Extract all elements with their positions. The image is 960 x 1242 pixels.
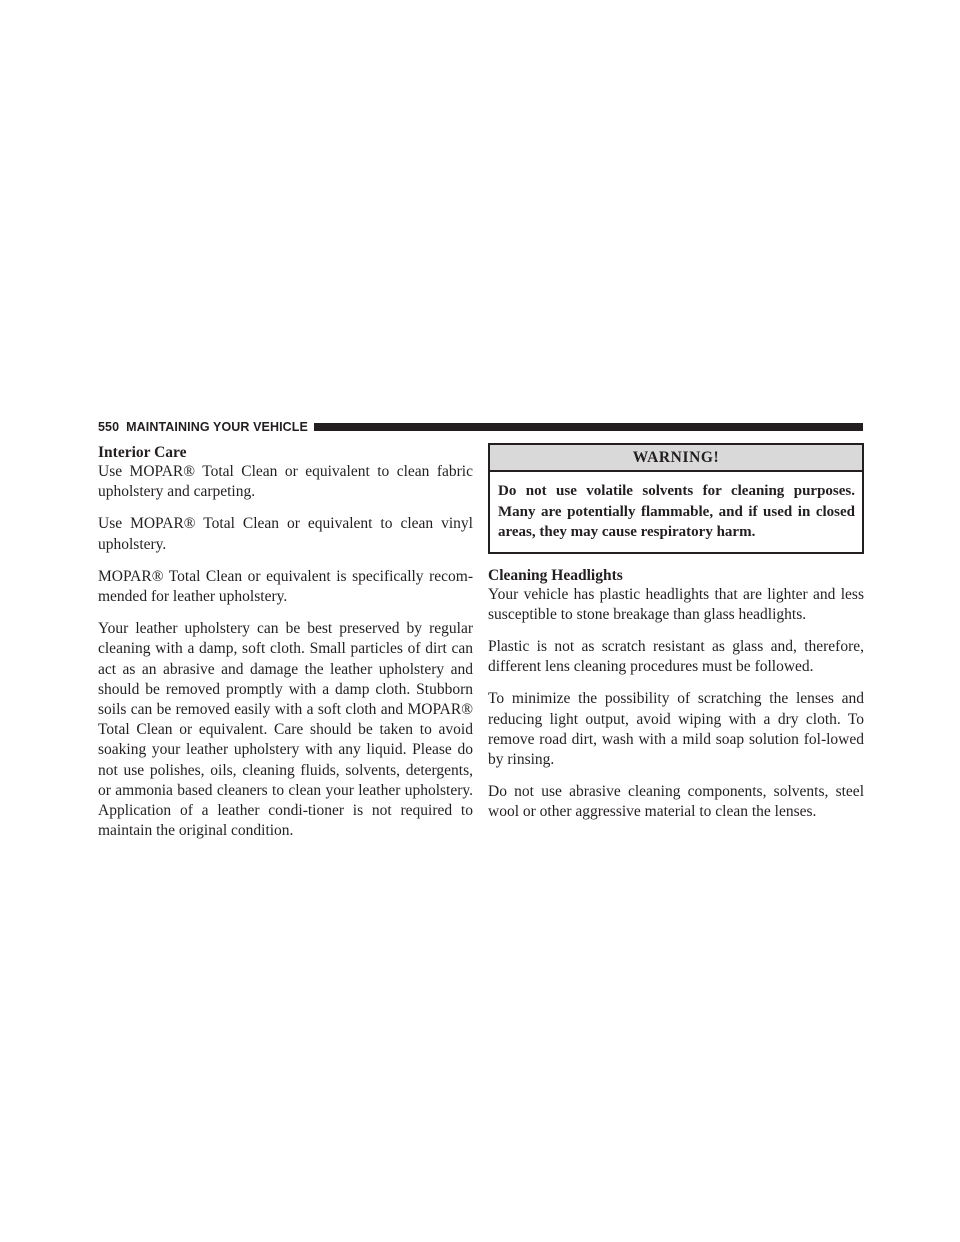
paragraph-abrasive-warning: Do not use abrasive cleaning components, solvents, steel wool or other aggressive material to clean the lenses. (488, 783, 864, 821)
paragraph-leather-care: Your leather upholstery can be best preserved by regular cleaning with a damp, soft cloth. Small particles of dirt can act as an abrasive and damage the leather upholstery and should be removed promptly with a damp cloth. Stubborn soils can be removed easily with a soft cloth and MOPAR® Total Clean or equivalent. Care should be taken to avoid soaking your leather upholstery with any liquid. Please do not use polishes, oils, cleaning fluids, solvents, detergents, or ammonia based cleaners to clean your leather upholstery. Application of a leather condi-tioner is not required to maintain the original condition. (98, 620, 473, 840)
interior-care-heading: Interior Care (98, 444, 187, 461)
left-column (98, 443, 473, 853)
paragraph-vinyl: Use MOPAR® Total Clean or equivalent to clean vinyl upholstery. (98, 515, 473, 553)
paragraph-plastic-headlights: Your vehicle has plastic headlights that are lighter and less susceptible to stone breakage than glass headlights. (488, 585, 864, 623)
header-label (98, 420, 308, 434)
header-rule (314, 423, 863, 431)
page-number: 550 (98, 420, 120, 434)
warning-title: WARNING! (490, 445, 862, 472)
paragraph-minimize-scratching: To minimize the possibility of scratching the lenses and reducing light output, avoid wiping with a dry cloth. To remove road dirt, wash with a mild soap solution fol-lowed by rinsing. (488, 690, 864, 768)
paragraph-scratch-resistance: Plastic is not as scratch resistant as glass and, therefore, different lens cleaning procedures must be followed. (488, 637, 864, 676)
cleaning-headlights-heading: Cleaning Headlights (488, 566, 623, 584)
right-column (488, 443, 864, 835)
paragraph-fabric: Use MOPAR® Total Clean or equivalent to clean fabric upholstery and carpeting. (98, 463, 473, 501)
page-header (98, 418, 863, 436)
paragraph-leather-recommendation: MOPAR® Total Clean or equivalent is specifically recom-mended for leather upholstery. (98, 567, 473, 606)
section-title: MAINTAINING YOUR VEHICLE (126, 420, 308, 434)
warning-text: Do not use volatile solvents for cleaning purposes. Many are potentially flammable, and if used in closed areas, they may cause respiratory harm. (498, 483, 855, 540)
warning-box (488, 443, 864, 554)
